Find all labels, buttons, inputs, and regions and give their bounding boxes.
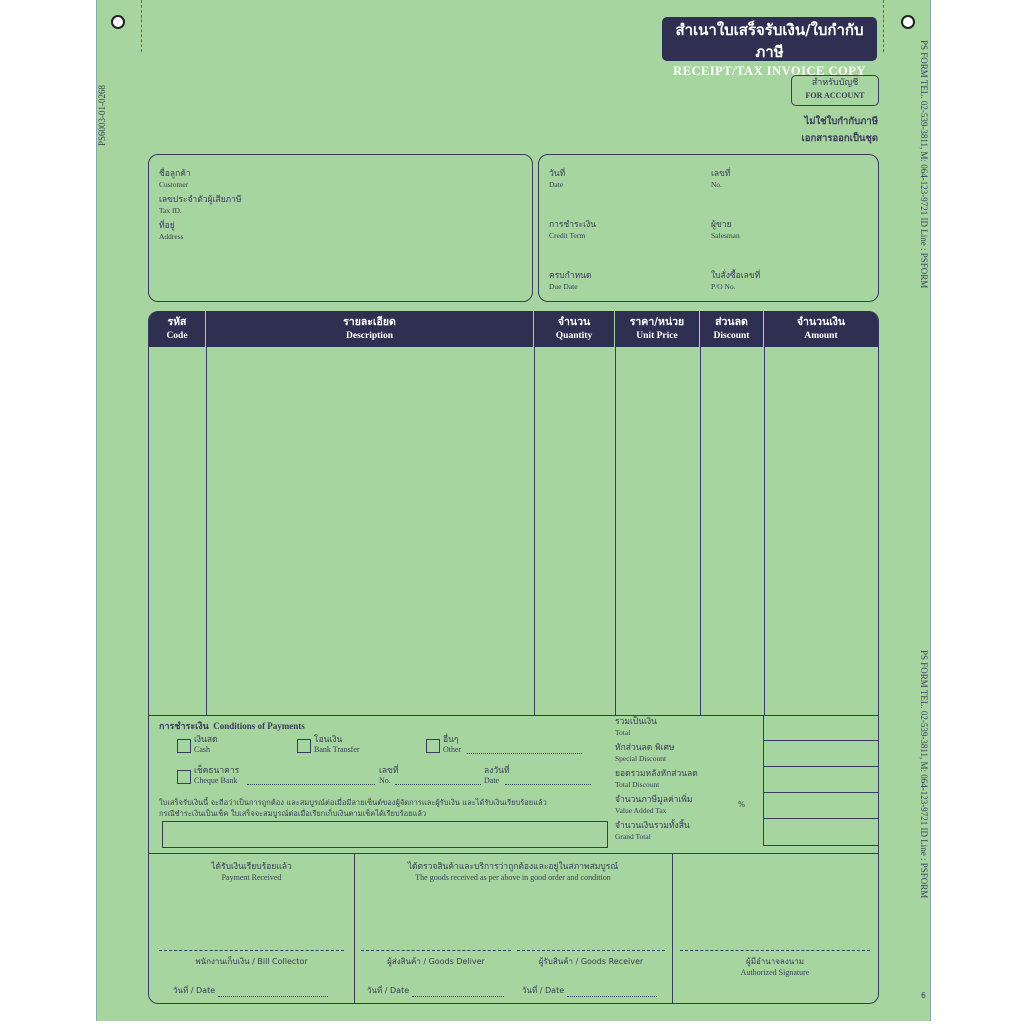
vat-percent-sign: % [738,800,746,809]
special-discount-label: หักส่วนลด พิเศษ Special Discount [615,743,675,763]
total-discount-value-cell[interactable] [764,767,879,793]
goods-receiver-label: ผู้รับสินค้า / Goods Receiver [538,957,644,966]
column-description: รายละเอียด Description [206,311,534,347]
column-divider [615,347,616,715]
grand-total-label: จำนวนเงินรวมทั้งสิ้น Grand Total [615,821,690,841]
cheque-date-label: ลงวันที่ Date [484,766,510,785]
other-input-line[interactable] [467,753,582,754]
total-label: รวมเป็นเงิน Total [615,717,657,737]
cheque-no-input-line[interactable] [395,784,481,785]
cheque-checkbox[interactable] [177,770,191,784]
document-no-field[interactable]: เลขที่ No. [711,169,731,189]
signature-divider [672,853,673,1003]
title-english: RECEIPT/TAX INVOICE COPY [673,64,866,78]
authorized-signature-line[interactable] [680,950,870,951]
bill-collector-signature-line[interactable] [159,950,344,951]
cheque-no-label: เลขที่ No. [379,766,399,785]
vat-value-cell[interactable] [764,793,879,819]
goods-receiver-date[interactable]: วันที่ / Date [522,984,657,997]
salesman-field[interactable]: ผู้ขาย Salesman [711,220,740,240]
grand-total-value-cell[interactable] [764,819,879,846]
document-set-note: เอกสารออกเป็นชุด [801,133,878,144]
bill-collector-label: พนักงานเก็บเงิน / Bill Collector [195,957,308,966]
document-info-panel [538,154,879,302]
date-field[interactable]: วันที่ Date [549,169,566,189]
goods-deliver-label: ผู้ส่งสินค้า / Goods Deliver [387,957,485,966]
credit-term-field[interactable]: การชำระเงิน Credit Term [549,220,597,240]
cheque-date-input-line[interactable] [505,784,591,785]
other-label: อื่นๆ Other [443,735,462,754]
receipt-remark-line2: กรณีชำระเงินเป็นเช็ค ใบเสร็จจะสมบูรณ์ต่อเมื่อเรียกเก็บเงินตามเช็คได้เรียบร้อยแล้ว [159,809,427,818]
payment-received-heading: ได้รับเงินเรียบร้อยแล้ว Payment Received [211,862,292,882]
perforation-right [883,0,884,52]
payment-and-totals-section [148,715,879,854]
printer-side-text-bottom: PS FORM TEL. 02-539-3811, M: 064-123-9721 ID Line : PSFORM [919,650,929,899]
goods-deliver-date[interactable]: วันที่ / Date [367,984,504,997]
cash-checkbox[interactable] [177,739,191,753]
cash-label: เงินสด Cash [194,735,218,754]
po-no-field[interactable]: ใบสั่งซื้อเลขที่ P/O No. [711,271,761,291]
bill-collector-date[interactable]: วันที่ / Date [173,984,328,997]
customer-panel [148,154,533,302]
signature-section [148,853,879,1004]
for-account-english: FOR ACCOUNT [805,91,865,100]
bank-transfer-checkbox[interactable] [297,739,311,753]
cheque-bank-input-line[interactable] [247,784,375,785]
column-unit-price: ราคา/หน่วย Unit Price [615,311,700,347]
tax-id-field[interactable]: เลขประจำตัวผู้เสียภาษี Tax ID. [159,195,242,215]
bank-transfer-label: โอนเงิน Bank Transfer [314,735,360,754]
column-quantity: จำนวน Quantity [534,311,615,347]
address-field[interactable]: ที่อยู่ Address [159,221,184,241]
goods-receiver-signature-line[interactable] [517,950,665,951]
vat-label: จำนวนภาษีมูลค่าเพิ่ม Value Added Tax [615,795,693,815]
authorized-signature-label: ผู้มีอำนาจลงนาม Authorized Signature [740,957,810,977]
not-tax-invoice-note: ไม่ใช่ใบกำกับภาษี [804,116,878,127]
receipt-remark-line1: ใบเสร็จรับเงินนี้ จะถือว่าเป็นการถูกต้อง และสมบูรณ์ต่อเมื่อมีลายเซ็นต์ของผู้จัดการและผู้รับเงิน และได้รับเงินเรียบร้อยแล้ว [159,798,547,807]
document-title [662,17,877,78]
items-table [148,311,879,716]
column-divider [534,347,535,715]
page-mark: 6 [921,991,926,1000]
column-divider [700,347,701,715]
customer-field[interactable]: ชื่อลูกค้า Customer [159,169,191,189]
punch-hole-left [111,15,125,29]
other-checkbox[interactable] [426,739,440,753]
column-discount: ส่วนลด Discount [700,311,764,347]
items-table-header [149,311,878,347]
totals-value-column [763,715,879,846]
column-divider [764,347,765,715]
cheque-label: เช็คธนาคาร Cheque Bank [194,766,240,785]
total-discount-label: ยอดรวมหลังหักส่วนลด Total Discount [615,769,698,789]
remark-input-box[interactable] [162,821,608,848]
due-date-field[interactable]: ครบกำหนด Due Date [549,271,592,291]
column-code: รหัส Code [149,311,206,347]
title-thai: สำเนาใบเสร็จรับเงิน/ใบกำกับภาษี [675,21,864,61]
form-code-side-text: PS6003-01-0268 [97,85,107,147]
goods-deliver-signature-line[interactable] [361,950,511,951]
perforation-left [141,0,142,52]
payment-conditions-title: การชำระเงิน Conditions of Payments [159,721,305,732]
total-value-cell[interactable] [764,715,879,741]
goods-received-heading: ได้ตรวจสินค้าและบริการว่าถูกต้องและอยู่ในสภาพสมบูรณ์ The goods received as per above in good order and condition [407,862,619,882]
for-account-badge [791,75,879,106]
for-account-thai: สำหรับบัญชี [811,78,859,88]
invoice-form [96,0,931,1021]
column-amount: จำนวนเงิน Amount [796,316,846,341]
punch-hole-right [901,15,915,29]
printer-side-text-top: PS FORM TEL. 02-539-3811, M: 064-123-9721 ID Line : PSFORM [919,40,929,289]
column-divider [206,347,207,715]
special-discount-value-cell[interactable] [764,741,879,767]
